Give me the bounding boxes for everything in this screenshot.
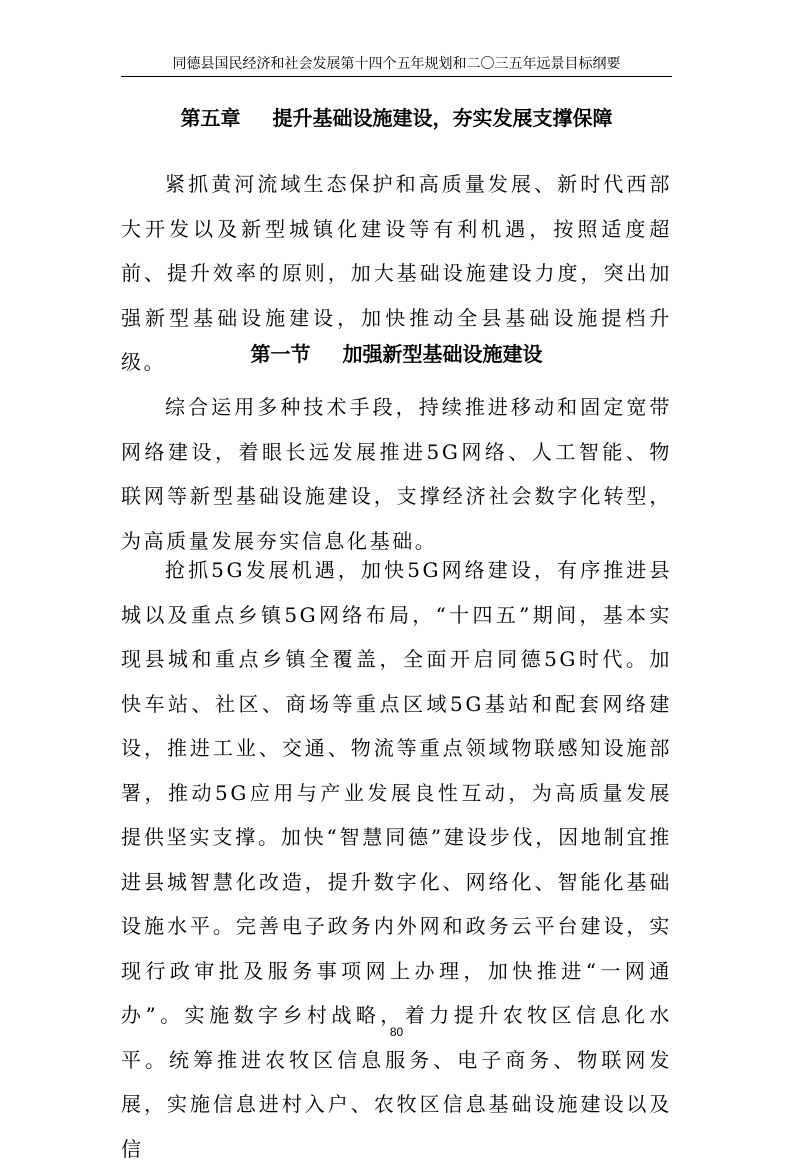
chapter-heading-text: 提升基础设施建设，夯实发展支撑保障 xyxy=(272,106,613,130)
paragraph-intro: 紧抓黄河流域生态保护和高质量发展、新时代西部大开发以及新型城镇化建设等有利机遇，按照适度超前、提升效率的原则，加大基础设施建设力度，突出加强新型基础设施建设，加快推动全县基础设施提档升级。 xyxy=(121,172,672,374)
section-heading-text: 加强新型基础设施建设 xyxy=(342,342,543,366)
chapter-title xyxy=(121,104,672,132)
chapter-number: 第五章 xyxy=(180,106,241,130)
paragraph-broadband: 综合运用多种技术手段，持续推进移动和固定宽带网络建设，着眼长远发展推进5G网络、人工智能、物联网等新型基础设施建设，支撑经济社会数字化转型，为高质量发展夯实信息化基础。 xyxy=(121,395,672,553)
header-divider xyxy=(121,76,672,77)
section-title xyxy=(121,340,672,368)
section-number: 第一节 xyxy=(250,342,311,366)
paragraph-5g: 抢抓5G发展机遇，加快5G网络建设，有序推进县城以及重点乡镇5G网络布局，“十四五”期间，基本实现县城和重点乡镇全覆盖，全面开启同德5G时代。加快车站、社区、商场等重点区域5G基站和配套网络建设，推进工业、交通、物流等重点领域物联感知设施部署，推动5G应用与产业发展良性互动，为高质量发展提供坚实支撑。加快“智慧同德”建设步伐，因地制宜推进县城智慧化改造，提升数字化、网络化、智能化基础设施水平。完善电子政务内外网和政务云平台建设，实现行政审批及服务事项网上办理，加快推进“一网通办”。实施数字乡村战略，着力提升农牧区信息化水平。统筹推进农牧区信息服务、电子商务、物联网发展，实施信息进村入户、农牧区信息基础设施建设以及信 xyxy=(121,558,672,1161)
running-header: 同德县国民经济和社会发展第十四个五年规划和二〇三五年远景目标纲要 xyxy=(172,56,621,72)
page-number: 80 xyxy=(389,1025,404,1039)
